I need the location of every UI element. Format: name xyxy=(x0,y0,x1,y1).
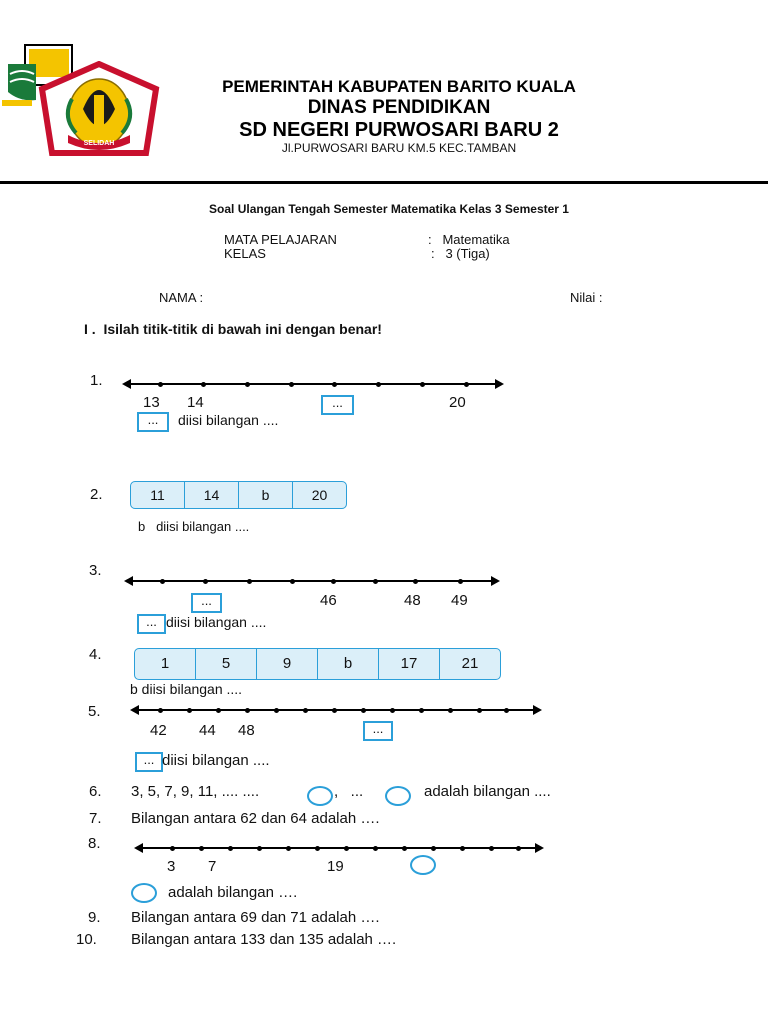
q6-number: 6. xyxy=(89,783,102,800)
q4-cell: 5 xyxy=(196,649,257,679)
q4-cell: 21 xyxy=(461,655,479,672)
arrow-right-icon xyxy=(495,379,504,389)
q4-cell: 17 xyxy=(379,649,440,679)
header-address: Jl.PURWOSARI BARU KM.5 KEC.TAMBAN xyxy=(281,141,517,155)
section-title: I . Isilah titik-titik di bawah ini dengan benar! xyxy=(84,321,382,337)
arrow-right-icon xyxy=(533,705,542,715)
q1-label-13: 13 xyxy=(143,394,160,411)
score-field-label: Nilai : xyxy=(570,290,603,305)
q9-text: Bilangan antara 69 dan 71 adalah …. xyxy=(131,909,380,926)
arrow-right-icon xyxy=(491,576,500,586)
q2-answer-text: b diisi bilangan .... xyxy=(138,519,250,534)
q5-answer-box[interactable]: ... xyxy=(135,752,163,772)
header-line-1: PEMERINTAH KABUPATEN BARITO KUALA xyxy=(222,77,576,96)
q3-label-49: 49 xyxy=(451,592,468,609)
q6-circle-1[interactable] xyxy=(307,786,333,806)
q6-end: adalah bilangan .... xyxy=(424,783,551,800)
q4-cell: 1 xyxy=(135,649,196,679)
q3-answer-text: diisi bilangan .... xyxy=(166,614,267,630)
header-line-3: SD NEGERI PURWOSARI BARU 2 xyxy=(239,119,559,141)
header-divider xyxy=(0,181,768,184)
q8-circle-answer[interactable] xyxy=(131,883,157,903)
q1-label-14: 14 xyxy=(187,394,204,411)
arrow-right-icon xyxy=(535,843,544,853)
q2-number: 2. xyxy=(90,486,103,503)
q5-label-44: 44 xyxy=(199,722,216,739)
subject-label: MATA PELAJARAN xyxy=(224,232,337,247)
header-line-2: DINAS PENDIDIKAN xyxy=(307,97,491,118)
q4-sequence-strip xyxy=(134,648,501,680)
subject-value: : Matematika xyxy=(428,232,510,247)
q4-number: 4. xyxy=(89,646,102,663)
q10-number: 10. xyxy=(76,931,97,948)
q4-cell: b xyxy=(318,649,379,679)
q1-number-line xyxy=(122,379,504,391)
q1-blank-box[interactable]: ... xyxy=(321,395,354,415)
q8-answer-text: adalah bilangan …. xyxy=(168,884,298,901)
q8-circle-top[interactable] xyxy=(410,855,436,875)
q2-cell: 11 xyxy=(131,482,185,508)
q2-cell: b xyxy=(239,482,293,508)
q4-cell: 9 xyxy=(257,649,318,679)
q5-label-48: 48 xyxy=(238,722,255,739)
q3-number: 3. xyxy=(89,562,102,579)
q8-number: 8. xyxy=(88,835,101,852)
q4-answer-text: b diisi bilangan .... xyxy=(130,681,243,697)
q3-answer-box[interactable]: ... xyxy=(137,614,166,634)
q5-label-42: 42 xyxy=(150,722,167,739)
class-value: : 3 (Tiga) xyxy=(431,246,490,261)
q1-label-20: 20 xyxy=(449,394,466,411)
q5-answer-text: diisi bilangan .... xyxy=(162,752,270,769)
q9-number: 9. xyxy=(88,909,101,926)
q3-blank-box[interactable]: ... xyxy=(191,593,222,613)
q7-text: Bilangan antara 62 dan 64 adalah …. xyxy=(131,810,380,827)
q8-label-3: 3 xyxy=(167,858,176,875)
q5-number-line xyxy=(130,705,542,717)
q1-answer-box[interactable]: ... xyxy=(137,412,169,432)
q6-sequence: 3, 5, 7, 9, 11, .... .... xyxy=(131,783,260,800)
logo-banner-text: SELIDAH xyxy=(83,140,115,147)
name-field-label: NAMA : xyxy=(159,290,204,305)
q6-mid: , ... xyxy=(334,783,364,800)
q3-label-48: 48 xyxy=(404,592,421,609)
q1-number: 1. xyxy=(90,372,103,389)
q8-label-19: 19 xyxy=(327,858,344,875)
exam-title: Soal Ulangan Tengah Semester Matematika Kelas 3 Semester 1 xyxy=(209,202,569,216)
q5-number: 5. xyxy=(88,703,101,720)
q6-circle-2[interactable] xyxy=(385,786,411,806)
q3-label-46: 46 xyxy=(320,592,337,609)
class-label: KELAS xyxy=(224,246,266,261)
q8-label-7: 7 xyxy=(208,858,217,875)
q7-number: 7. xyxy=(89,810,102,827)
q3-number-line xyxy=(124,576,500,588)
q2-sequence-strip xyxy=(130,481,347,509)
q5-blank-box[interactable]: ... xyxy=(363,721,393,741)
q2-cell: 20 xyxy=(311,487,328,503)
q2-cell: 14 xyxy=(185,482,239,508)
q8-number-line xyxy=(134,843,544,855)
q10-text: Bilangan antara 133 dan 135 adalah …. xyxy=(131,931,397,948)
q1-answer-text: diisi bilangan .... xyxy=(178,412,279,428)
